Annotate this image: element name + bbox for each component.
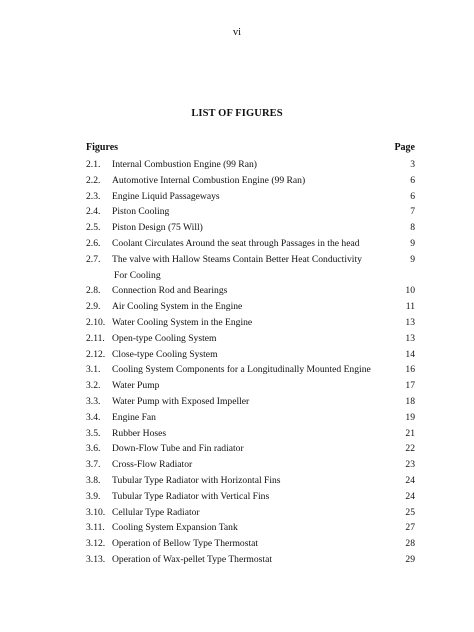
figure-page: 21 [405,427,415,439]
list-item [86,426,415,442]
figure-title: Operation of Bellow Type Thermostat [112,538,259,550]
list-item [86,283,415,299]
list-item [86,489,415,505]
figure-title: Cellular Type Radiator [112,506,200,518]
figure-title: Cooling System Expansion Tank [112,522,238,534]
page-number: vi [232,27,242,38]
figure-page: 19 [405,411,415,423]
list-item [86,505,415,521]
figure-number: 3.4. [86,411,101,423]
figure-number: 3.9. [86,490,101,502]
figure-number: 2.12. [86,348,106,360]
list-item [86,520,415,536]
figure-title: Down-Flow Tube and Fin radiator [112,443,244,455]
list-item [86,204,415,220]
list-item [86,394,415,410]
figure-title: Cooling System Components for a Longitudinally Mounted Engine [112,364,371,376]
figures-column-label: Figures [86,142,119,153]
figure-number: 3.13. [86,553,106,565]
figure-page: 16 [405,364,415,376]
figure-title: Open-type Cooling System [112,332,217,344]
figure-page: 28 [405,538,415,550]
figure-page: 13 [405,332,415,344]
figure-page: 24 [405,474,415,486]
figure-number: 2.11. [86,332,105,344]
figure-number: 3.11. [86,522,105,534]
list-item [86,220,415,236]
list-item [86,457,415,473]
list-item [86,331,415,347]
figure-page: 18 [405,395,415,407]
figure-title: Water Cooling System in the Engine [112,316,253,328]
figure-number: 2.9. [86,301,101,313]
figure-page: 10 [405,285,415,297]
figure-number: 2.2. [86,174,101,186]
figure-number: 2.5. [86,222,101,234]
figure-title: Piston Design (75 Will) [112,222,203,234]
figure-page: 25 [405,506,415,518]
figure-page: 13 [405,316,415,328]
figure-title: Air Cooling System in the Engine [112,301,243,313]
figure-number: 2.1. [86,159,101,170]
figure-title: Piston Cooling [112,206,170,218]
figure-title: Close-type Cooling System [112,348,218,360]
list-item [86,441,415,457]
list-item [86,157,415,173]
list-item [86,552,415,568]
page-title: LIST OF FIGURES [191,108,283,119]
list-item [86,173,415,189]
list-item [86,189,415,205]
figure-page: 8 [410,222,415,234]
figure-number: 3.7. [86,459,101,471]
figure-page: 9 [410,253,415,265]
figure-title: Automotive Internal Combustion Engine (99 Ran) [112,174,306,186]
figure-number: 2.3. [86,190,101,202]
list-item [86,236,415,252]
figure-number: 3.8. [86,474,101,486]
figure-title: Water Pump with Exposed Impeller [112,395,250,407]
figure-title-line: The valve with Hallow Steams Contain Better Heat Conductivity [112,253,362,265]
figure-number: 2.10. [86,316,106,328]
figure-number: 3.3. [86,395,101,407]
figure-page: 6 [410,190,415,202]
figure-number: 2.6. [86,237,101,249]
figure-page: 3 [410,159,415,170]
figure-title: Connection Rod and Bearings [112,285,228,297]
figure-page: 17 [405,380,415,392]
figure-page: 11 [405,301,415,313]
figure-title-continuation: For Cooling [114,269,161,281]
list-item [86,378,415,394]
list-item [86,362,415,378]
figure-title [112,252,390,284]
figure-page: 6 [410,174,415,186]
list-item [86,299,415,315]
figure-title: Internal Combustion Engine (99 Ran) [112,159,257,170]
figure-number: 3.2. [86,380,101,392]
figure-number: 3.12. [86,538,106,550]
figure-page: 14 [405,348,415,360]
list-item [86,347,415,363]
figure-page: 29 [405,553,415,565]
figure-number: 2.4. [86,206,101,218]
list-item [86,536,415,552]
figure-title: Coolant Circulates Around the seat through Passages in the head [112,237,360,249]
figure-number: 3.10. [86,506,106,518]
figure-list [86,157,415,568]
figure-number: 3.5. [86,427,101,439]
figure-title: Engine Fan [112,411,156,423]
figure-title: Operation of Wax-pellet Type Thermostat [112,553,273,565]
figure-title: Cross-Flow Radiator [112,459,193,471]
figure-title: Tubular Type Radiator with Horizontal Fins [112,474,281,486]
figure-page: 7 [410,206,415,218]
figure-number: 3.6. [86,443,101,455]
figure-number: 2.8. [86,285,101,297]
figure-title: Tubular Type Radiator with Vertical Fins [112,490,270,502]
figure-title: Water Pump [112,380,160,392]
figure-number: 2.7. [86,253,101,265]
figure-page: 22 [405,443,415,455]
list-item [86,410,415,426]
figure-page: 23 [405,459,415,471]
figure-page: 9 [410,237,415,249]
figure-page: 27 [405,522,415,534]
figure-title: Rubber Hoses [112,427,167,439]
figure-page: 24 [405,490,415,502]
page-column-label: Page [394,142,415,153]
figure-title: Engine Liquid Passageways [112,190,220,202]
figure-number: 3.1. [86,364,101,376]
list-header [86,142,415,158]
list-item [86,473,415,489]
list-item [86,252,415,284]
list-item [86,315,415,331]
